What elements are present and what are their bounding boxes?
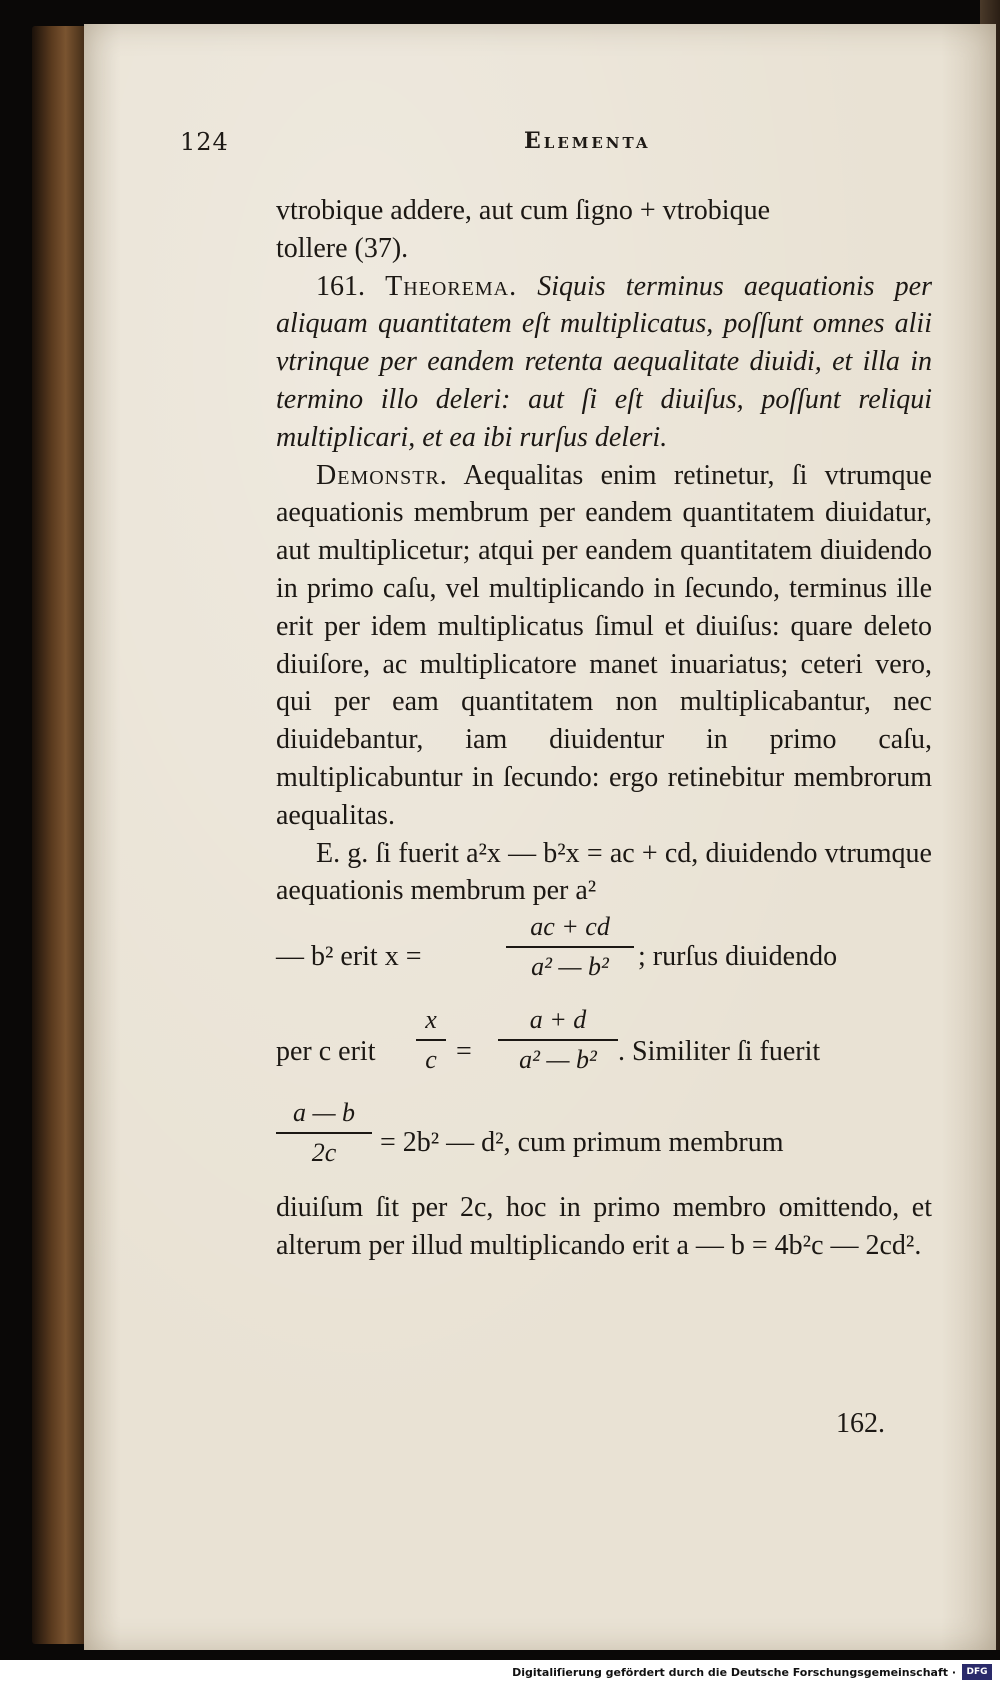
footer-credit: Digitaliſierung gefördert durch die Deutsche Forschungsgemeinschaft · (512, 1666, 956, 1679)
digitization-footer (0, 1660, 1000, 1687)
book-spine-edge (32, 26, 88, 1644)
fraction-bar (416, 1039, 446, 1041)
eq3-right: = 2b² — d², cum primum membrum (380, 1127, 784, 1159)
eq1-fraction (506, 910, 634, 984)
eq2-equals: = (456, 1036, 472, 1068)
fraction-bar (498, 1039, 618, 1041)
eq2-right: . Similiter ſi fuerit (618, 1036, 821, 1068)
eq2-fraction-1 (416, 1003, 446, 1077)
catchword: 162. (836, 1408, 885, 1439)
eq1-numerator: ac + cd (530, 912, 610, 942)
demonstration-label: Demonstr. (316, 459, 448, 491)
eq1-right: ; rurſus diuidendo (638, 941, 838, 973)
theorem-number: 161. (316, 270, 365, 302)
eq2-left: per c erit (276, 1036, 376, 1068)
running-head (180, 128, 700, 164)
equation-2 (276, 1003, 932, 1096)
theorem-label: Theorema. (385, 270, 518, 302)
eq2-frac2-numerator: a + d (529, 1005, 587, 1035)
eq2-frac1-numerator: x (425, 1005, 437, 1035)
eq2-fraction-2 (498, 1003, 618, 1077)
eq2-frac1-denominator: c (425, 1045, 437, 1075)
eq2-frac2-denominator: a² — b² (519, 1045, 597, 1075)
dfg-logo-icon: DFG (962, 1664, 992, 1680)
page-number: 124 (180, 128, 229, 156)
final-paragraph: diuiſum ſit per 2c, hoc in primo membro omittendo, et alterum per illud multiplicando erit a — b = 4b²c — 2cd². (276, 1192, 932, 1261)
eq3-denominator: 2c (311, 1138, 337, 1168)
theorem-paragraph (276, 268, 932, 457)
equation-3 (276, 1096, 932, 1189)
eq1-denominator: a² — b² (531, 952, 609, 982)
text-line: vtrobique addere, aut cum ſigno + vtrobique (276, 195, 770, 226)
eq1-left: — b² erit x = (276, 941, 422, 973)
fraction-bar (276, 1132, 372, 1134)
example-paragraph: E. g. ſi fuerit a²x — b²x = ac + cd, diuidendo vtrumque aequationis membrum per a² (276, 837, 932, 907)
eq3-fraction (276, 1096, 372, 1170)
demonstration-paragraph (276, 457, 932, 835)
theorem-text: Siquis terminus aequationis per aliquam quantitatem eſt multiplicatus, poſſunt omnes alii vtrinque per eandem retenta aequalitate diuidi, et illa in termino illo deleri: aut ſi eſt diuiſus, poſſunt reliqui multiplicari, et ea ibi rurſus deleri. (276, 270, 932, 453)
equation-1 (276, 910, 932, 1003)
page-body (276, 192, 932, 1265)
fraction-bar (506, 946, 634, 948)
text-line: tollere (37). (276, 232, 409, 264)
running-title: Elementa (524, 128, 651, 154)
eq3-numerator: a — b (292, 1098, 356, 1128)
demonstration-text: Aequalitas enim retinetur, ſi vtrumque aequationis membrum per eandem quantitatem diuidatur, aut multiplicetur; atqui per eandem quantitatem diuidendo in primo caſu, vel multiplicando in ſecundo, terminus ille erit per idem multiplicatus ſimul et diuiſus: quare deleto diuiſore, ac multiplicatore manet inuariatus; ceteri vero, qui per eam quantitatem non multiplicabantur, nec diuidebantur, iam diuidentur in primo caſu, multiplicabuntur in ſecundo: ergo retinebitur membrorum aequalitas. (276, 459, 932, 831)
